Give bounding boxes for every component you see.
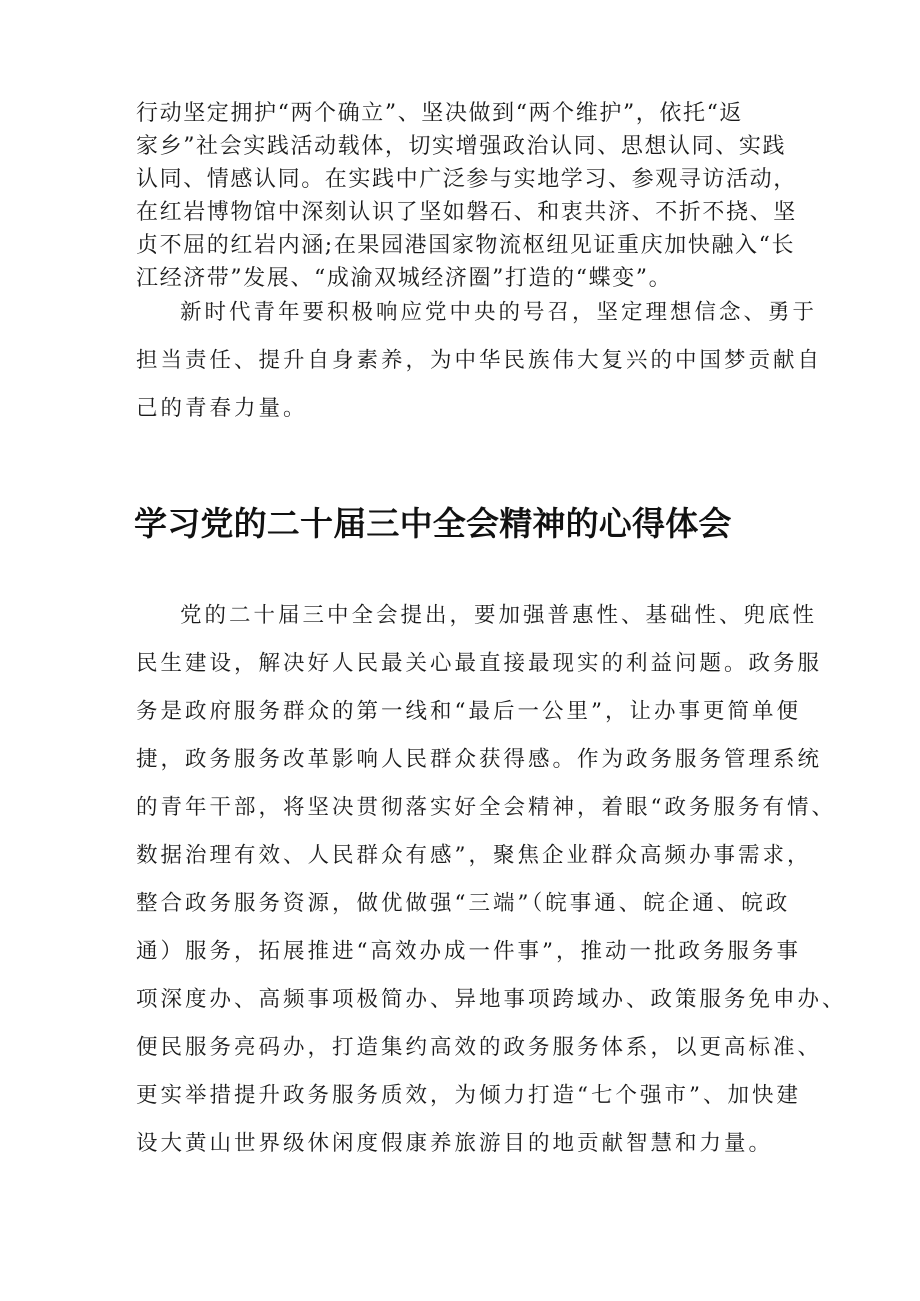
- paragraph-line: 己的青春力量。: [136, 396, 308, 421]
- paragraph-line: 的青年干部，将坚决贯彻落实好全会精神，着眼“政务服务有情、: [136, 795, 836, 820]
- paragraph-line: 民生建设，解决好人民最关心最直接最现实的利益问题。政务服: [136, 651, 823, 676]
- paragraph-line: 通）服务，拓展推进“高效办成一件事”，推动一批政务服务事: [136, 939, 801, 964]
- paragraph-line: 党的二十届三中全会提出，要加强普惠性、基础性、兜底性: [180, 603, 818, 628]
- paragraph-line: 认同、情感认同。在实践中广泛参与实地学习、参观寻访活动，: [136, 167, 797, 192]
- paragraph-line: 新时代青年要积极响应党中央的号召，坚定理想信念、勇于: [180, 300, 818, 325]
- paragraph-line: 江经济带”发展、“成渝双城经济圈”打造的“蝶变”。: [136, 266, 673, 291]
- paragraph-line: 更实举措提升政务服务质效，为倾力打造“七个强市”、加快建: [136, 1083, 801, 1108]
- section-title: 学习党的二十届三中全会精神的心得体会: [134, 504, 732, 543]
- paragraph-line: 数据治理有效、人民群众有感”，聚焦企业群众高频办事需求，: [136, 843, 812, 868]
- paragraph-line: 务是政府服务群众的第一线和“最后一公里”，让办事更简单便: [136, 699, 801, 724]
- paragraph-line: 行动坚定拥护“两个确立”、坚决做到“两个维护”，依托“返: [136, 101, 744, 126]
- paragraph-line: 在红岩博物馆中深刻认识了坚如磐石、和衷共济、不折不挠、坚: [136, 200, 797, 225]
- paragraph-line: 担当责任、提升自身素养，为中华民族伟大复兴的中国梦贡献自: [136, 348, 823, 373]
- paragraph-line: 设大黄山世界级休闲度假康养旅游目的地贡献智慧和力量。: [136, 1131, 774, 1156]
- paragraph-line: 贞不屈的红岩内涵;在果园港国家物流枢纽见证重庆加快融入“长: [136, 233, 796, 258]
- paragraph-line: 捷，政务服务改革影响人民群众获得感。作为政务服务管理系统: [136, 747, 823, 772]
- paragraph-line: 整合政务服务资源，做优做强“三端”（皖事通、皖企通、皖政: [136, 891, 791, 916]
- paragraph-line: 项深度办、高频事项极简办、异地事项跨域办、政策服务免申办、: [136, 987, 847, 1012]
- paragraph-line: 便民服务亮码办，打造集约高效的政务服务体系，以更高标准、: [136, 1035, 823, 1060]
- paragraph-line: 家乡”社会实践活动载体，切实增强政治认同、思想认同、实践: [136, 134, 787, 159]
